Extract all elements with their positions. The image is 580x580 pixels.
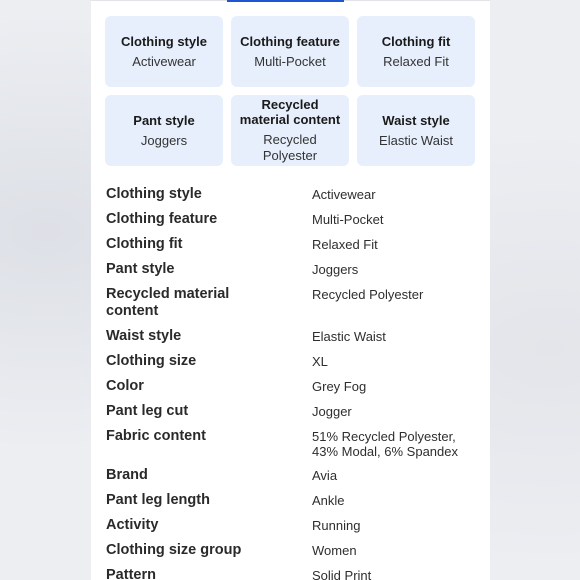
spec-value: Activewear [312, 187, 376, 202]
spec-row [106, 186, 486, 203]
spec-value: Women [312, 543, 357, 558]
spec-value: Grey Fog [312, 379, 367, 394]
highlight-value: Joggers [140, 132, 188, 148]
spec-label: Fabric content [106, 428, 206, 444]
product-details-panel [91, 0, 490, 580]
spec-value: Avia [312, 468, 338, 483]
spec-value: Relaxed Fit [312, 237, 378, 252]
spec-label: Pattern [106, 567, 156, 580]
highlight-title: Clothing feature [240, 33, 340, 49]
spec-value: Jogger [312, 404, 352, 419]
highlight-title: Pant style [133, 112, 195, 128]
spec-row [106, 492, 486, 509]
highlight-title: Clothing style [121, 33, 207, 49]
active-tab-indicator [227, 0, 344, 2]
specifications-list [106, 186, 486, 580]
spec-label: Color [106, 378, 144, 394]
spec-label: Activity [106, 517, 159, 533]
highlight-tile [231, 16, 349, 87]
spec-row [106, 517, 486, 534]
spec-label: Clothing style [106, 186, 202, 202]
spec-label: Brand [106, 467, 148, 483]
highlight-tile [105, 95, 223, 166]
spec-label: Waist style [106, 328, 182, 344]
spec-row [106, 428, 486, 459]
spec-label: Clothing fit [106, 236, 183, 252]
highlight-tile [357, 95, 475, 166]
spec-row [106, 542, 486, 559]
spec-value: Solid Print [312, 568, 372, 580]
highlight-title: Waist style [382, 112, 450, 128]
highlight-value: Elastic Waist [379, 132, 453, 148]
spec-value: Recycled Polyester [312, 287, 424, 302]
spec-label: Pant leg length [106, 492, 210, 508]
spec-label: Recycled material content [106, 286, 230, 319]
highlight-title: Clothing fit [381, 33, 451, 49]
spec-row [106, 328, 486, 345]
spec-row [106, 261, 486, 278]
spec-row [106, 403, 486, 420]
spec-value: Joggers [312, 262, 359, 277]
spec-row [106, 378, 486, 395]
spec-value: Multi-Pocket [312, 212, 384, 227]
spec-row [106, 467, 486, 484]
spec-row [106, 211, 486, 228]
spec-row [106, 567, 486, 580]
spec-label: Pant style [106, 261, 175, 277]
spec-row [106, 286, 486, 320]
spec-value: Ankle [312, 493, 345, 508]
spec-value: 51% Recycled Polyester, 43% Modal, 6% Spandex [312, 429, 458, 459]
spec-label: Clothing feature [106, 211, 218, 227]
highlight-value: Activewear [132, 53, 196, 69]
highlight-tile [357, 16, 475, 87]
highlight-tile [105, 16, 223, 87]
highlight-value: Relaxed Fit [383, 53, 449, 69]
spec-label: Pant leg cut [106, 403, 189, 419]
spec-row [106, 353, 486, 370]
spec-value: Running [312, 518, 361, 533]
highlights-grid [105, 16, 475, 166]
highlight-tile [231, 95, 349, 166]
spec-row [106, 236, 486, 253]
spec-label: Clothing size group [106, 542, 242, 558]
spec-value: XL [312, 354, 328, 369]
highlight-title: Recycled material content [239, 97, 341, 127]
spec-label: Clothing size [106, 353, 197, 369]
highlight-value: Recycled Polyester [262, 132, 318, 163]
highlight-value: Multi-Pocket [254, 53, 326, 69]
spec-value: Elastic Waist [312, 329, 386, 344]
